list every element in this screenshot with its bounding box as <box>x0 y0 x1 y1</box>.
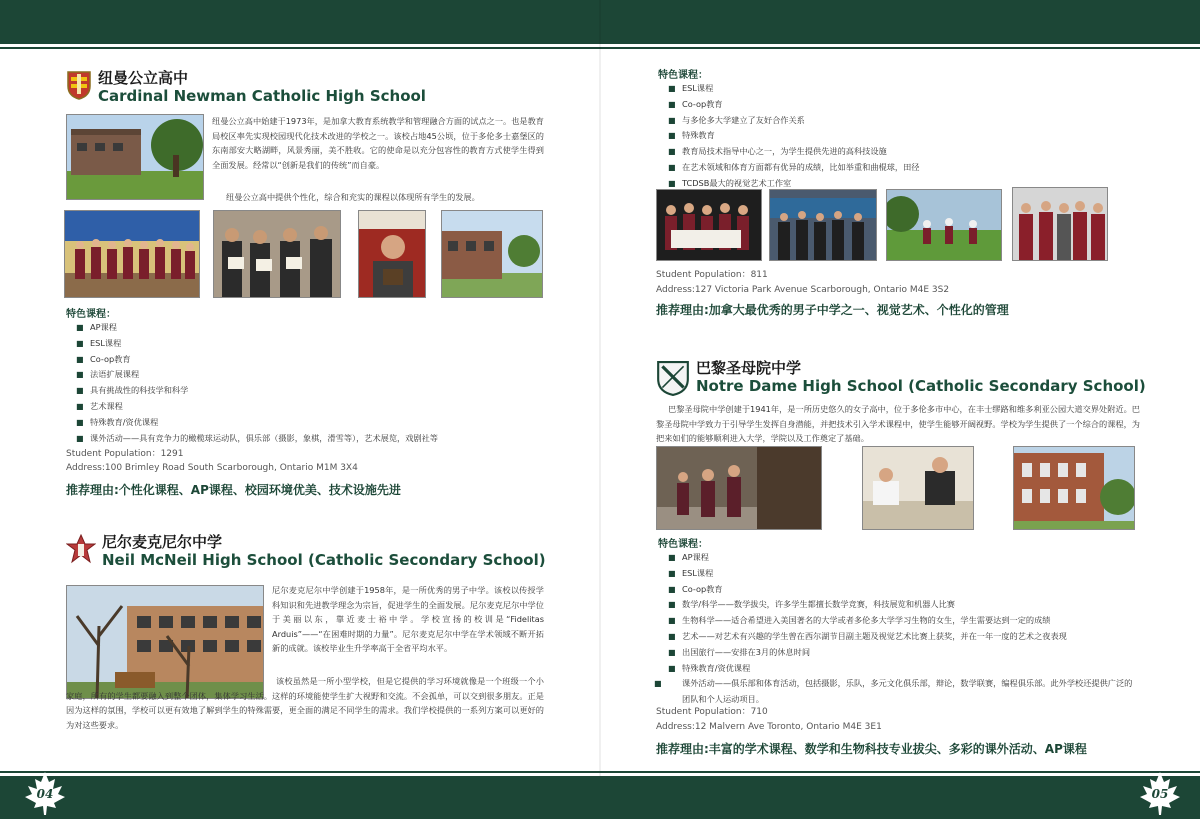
cardinal-intro-paragraph: 纽曼公立高中始建于1973年，是加拿大教育系统教学和管理融合方面的试点之一。也是教育局校区率先实现校园现代化技术改进的学校之一。该校占地45公顷，位于多伦多士嘉堡区的东南部安大略湖畔，风景秀丽，美不胜收。它的使命是以充分包容性的教育方式使学生得到全面发展。经常以“创新是我们的传统”而自豪。 <box>212 116 544 170</box>
notre-dame-classroom-photo <box>862 446 974 530</box>
right-cardinal-address: Address:127 Victoria Park Avenue Scarborough, Ontario M4E 3S2 <box>656 285 950 295</box>
right-cardinal-features-list <box>668 81 919 192</box>
page-number-left <box>22 770 68 816</box>
cardinal-intro-paragraph-2: 纽曼公立高中提供个性化，综合和充实的课程以体现所有学生的发展。 <box>226 192 480 202</box>
cardinal-features-title: 特色课程： <box>66 309 116 320</box>
notre-title-cn: 巴黎圣母院中学 <box>696 359 802 377</box>
cardinal-newman-crest-icon <box>66 70 92 100</box>
list-item: ■ Co-op教育 <box>668 582 1138 598</box>
notre-reason: 推荐理由:丰富的学术课程、数学和生物科技专业拔尖、多彩的课外活动、AP课程 <box>656 742 1087 756</box>
cardinal-features-list <box>76 320 438 446</box>
neil-intro-paragraph: 尼尔麦克尼尔中学创建于1958年，是一所优秀的男子中学。该校以传授学科知识和先进教学理念为宗旨，促进学生的全面发展。尼尔麦克尼尔中学位于美丽以东，靠近麦士裕中学。学校宣扬的校训是“Fidelitas Arduis”——“在困难时期的力量”。尼尔麦克尼尔中学在学术领域不断开拓新的成就。该校毕业生升学率高于全省平均水平。 <box>272 585 544 653</box>
page-number-right <box>1137 770 1183 816</box>
notre-intro-paragraph: 巴黎圣母院中学创建于1941年，是一所历史悠久的女子高中，位于多伦多市中心，在丰士缪路和维多利亚公园大道交界处附近。巴黎圣母院中学致力于引导学生发挥自身潜能，并把技术引入学术课程中，使学生能够开阔视野。学校为学生提供了一个综合的课程，为把来如们的能够顺利进入大学，学院以及工作奠定了基础。 <box>656 404 1140 443</box>
cardinal-newman-heading <box>66 70 426 105</box>
cardinal-reason: 推荐理由:个性化课程、AP课程、校园环境优美、技术设施先进 <box>66 483 401 497</box>
list-item: ■ 法语扩展课程 <box>76 367 438 383</box>
neil-mcneil-crest-icon <box>66 534 96 564</box>
notre-dame-entrance-photo <box>656 446 822 530</box>
lacrosse-photo <box>886 189 1002 261</box>
neil-mcneil-heading <box>66 534 546 569</box>
notre-population: Student Population：710 <box>656 707 768 717</box>
list-item: ■ 与多伦多大学建立了友好合作关系 <box>668 113 919 129</box>
list-item: ■ 课外活动——具有竞争力的橄榄球运动队，俱乐部（摄影，象棋，滑雪等），艺术展览，戏剧社等 <box>76 431 438 447</box>
footer-band <box>0 776 1200 819</box>
right-cardinal-population: Student Population：811 <box>656 270 768 280</box>
page-number-right-text: 05 <box>1151 787 1169 801</box>
list-item: ■ 课外活动——俱乐部和体育活动，包括摄影，乐队，多元文化俱乐部，辩论，数学联赛，编程俱乐部。此外学校还提供广泛的团队和个人运动项目。 <box>668 676 1138 707</box>
notre-features-title: 特色课程： <box>658 539 708 550</box>
page-gutter <box>599 0 601 819</box>
list-item: ■ TCDSB最大的视觉艺术工作室 <box>668 176 919 192</box>
list-item: ■ AP课程 <box>76 320 438 336</box>
list-item: ■ 具有挑战性的科技学和科学 <box>76 383 438 399</box>
list-item: ■ ESL课程 <box>76 336 438 352</box>
cardinal-building-photo <box>66 114 204 200</box>
list-item: ■ 艺术课程 <box>76 399 438 415</box>
notre-dame-crest-icon <box>656 360 690 396</box>
neil-intro-paragraph-2: 该校虽然是一所小型学校，但是它提供的学习环境就像是一个班级一个小家庭，所有的学生都要融入到整个团体，集体学习生活。这样的环境能使学生扩大视野和交流。不会孤单，可以交到很多朋友。正是因为这样的氛围，学校可以更有效地了解到学生的特殊需要，更全面的满足不同学生的需求。我们学校提供的一系列方案可以更好的为对这些要求。 <box>66 676 544 730</box>
cardinal-population: Student Population：1291 <box>66 449 184 459</box>
cardinal-address: Address:100 Brimley Road South Scarborough, Ontario M1M 3X4 <box>66 463 358 473</box>
list-item: ■ 特殊教育/资优课程 <box>76 415 438 431</box>
right-cardinal-features-title: 特色课程： <box>658 70 708 81</box>
ceremony-photo <box>769 189 877 261</box>
cardinal-team-photo <box>64 210 200 298</box>
list-item: ■ 出国旅行——安排在3月的休息时间 <box>668 645 1138 661</box>
list-item: ■ ESL课程 <box>668 81 919 97</box>
cardinal-campus-photo <box>441 210 543 298</box>
students-banner-photo <box>656 189 762 261</box>
cardinal-title-cn: 纽曼公立高中 <box>98 69 189 87</box>
cardinal-title-en: Cardinal Newman Catholic High School <box>98 87 426 105</box>
list-item: ■ 数学/科学——数学拔尖，许多学生都擅长数学竞赛，科技展览和机器人比赛 <box>668 597 1138 613</box>
list-item: ■ 教育局技术指导中心之一，为学生提供先进的高科技设施 <box>668 144 919 160</box>
neil-title-en: Neil McNeil High School (Catholic Secondary School) <box>102 551 546 569</box>
team-staff-photo <box>1012 187 1108 261</box>
list-item: ■ 特殊教育 <box>668 128 919 144</box>
list-item: ■ 艺术——对艺术有兴趣的学生曾在西尔湖节目副主题及视觉艺术比赛上获奖，并在一年一度的艺术之夜表现 <box>668 629 1138 645</box>
footer-rule <box>0 771 1200 773</box>
notre-features-list <box>668 550 1138 707</box>
notre-dame-building-photo <box>1013 446 1135 530</box>
neil-title-cn: 尼尔麦克尼尔中学 <box>102 533 223 551</box>
list-item: ■ Co-op教育 <box>76 352 438 368</box>
list-item: ■ ESL课程 <box>668 566 1138 582</box>
cardinal-awards-photo <box>213 210 341 298</box>
page-number-left-text: 04 <box>36 787 54 801</box>
list-item: ■ 在艺术领域和体育方面都有优异的成绩，比如举重和曲棍球，田径 <box>668 160 919 176</box>
list-item: ■ AP课程 <box>668 550 1138 566</box>
cardinal-student-photo <box>358 210 426 298</box>
list-item: ■ 生物科学——适合希望进入美国著名的大学或者多伦多大学学习生物的女生，学生需要达到一定的成绩 <box>668 613 1138 629</box>
list-item: ■ Co-op教育 <box>668 97 919 113</box>
notre-dame-heading <box>656 360 1146 396</box>
notre-title-en: Notre Dame High School (Catholic Secondary School) <box>696 377 1146 395</box>
list-item: ■ 特殊教育/资优课程 <box>668 661 1138 677</box>
right-cardinal-reason: 推荐理由:加拿大最优秀的男子中学之一、视觉艺术、个性化的管理 <box>656 303 1009 317</box>
notre-address: Address:12 Malvern Ave Toronto, Ontario M4E 3E1 <box>656 722 882 732</box>
